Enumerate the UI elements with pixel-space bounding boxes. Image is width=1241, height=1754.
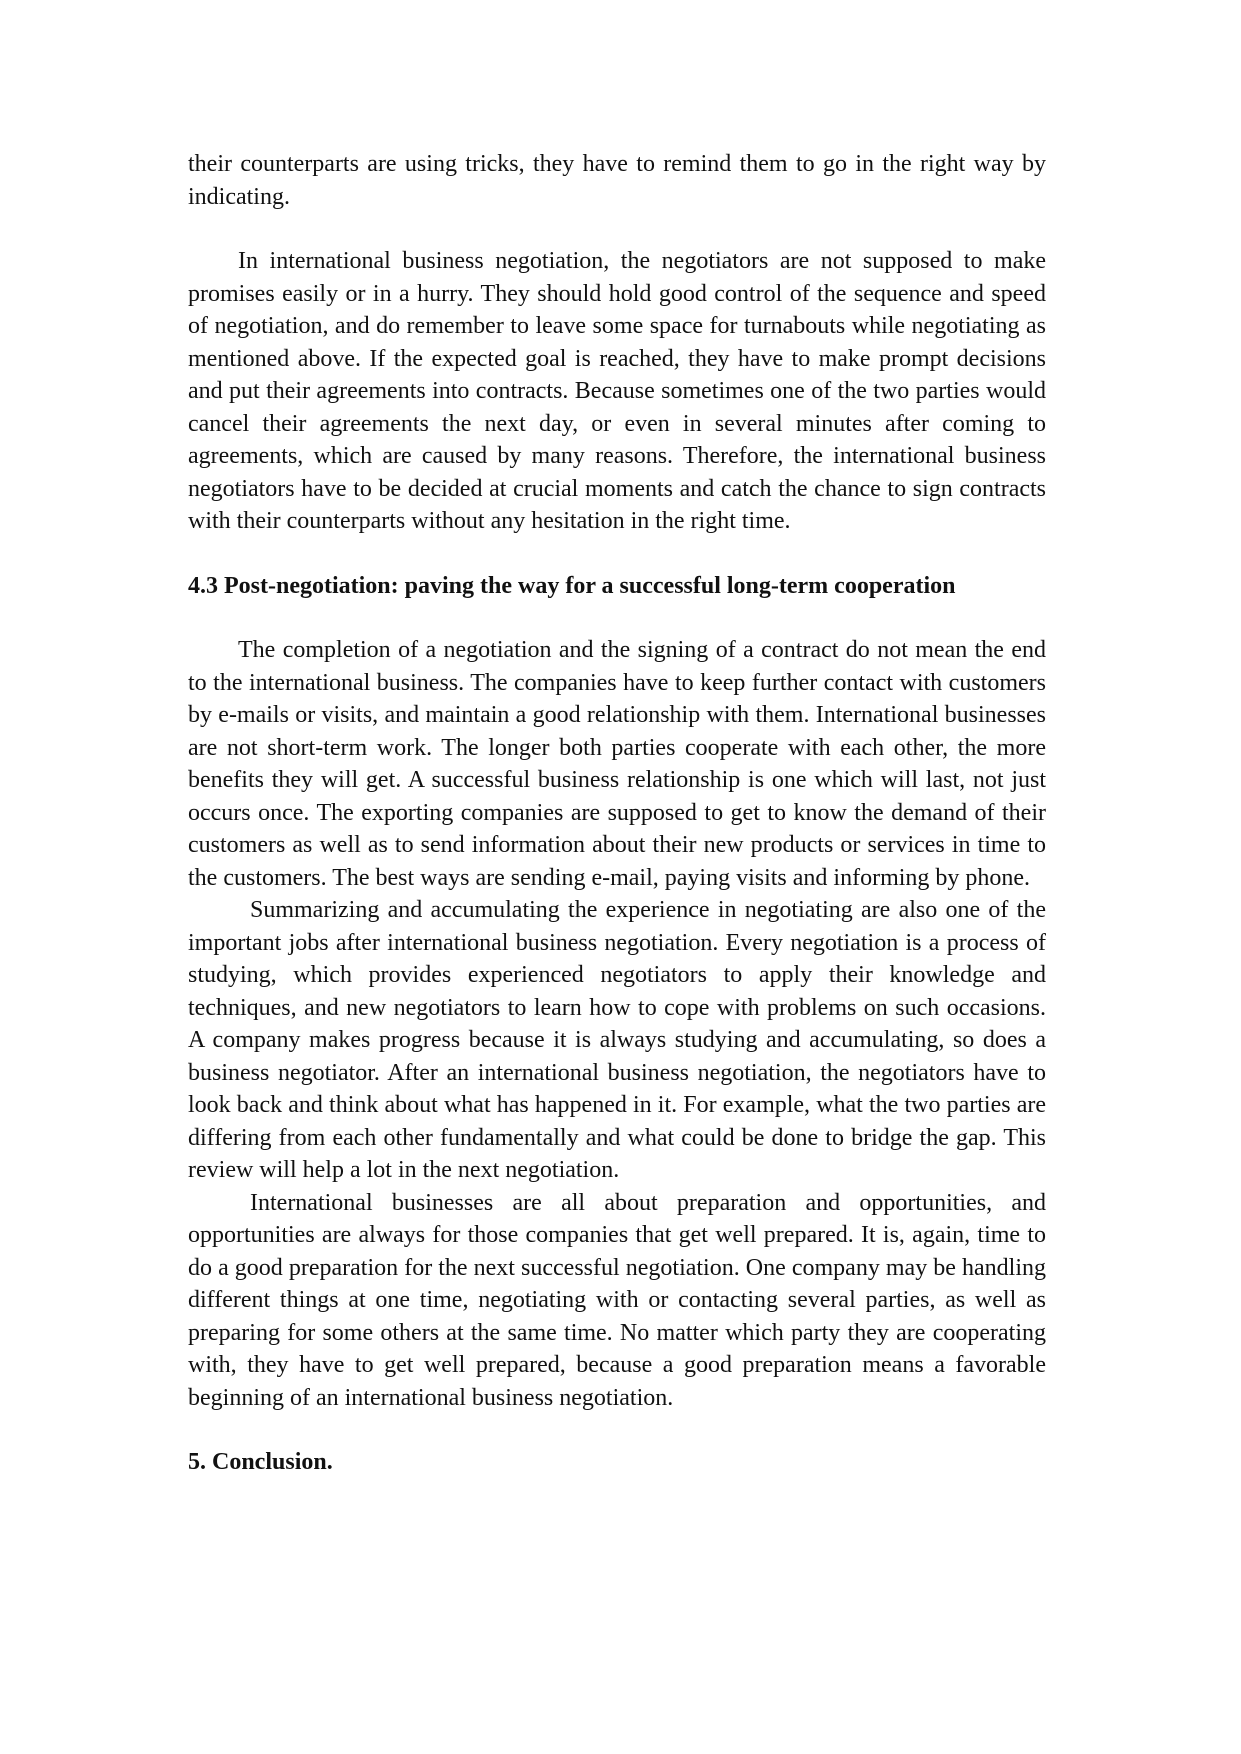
paragraph-preparation: International businesses are all about preparation and opportunities, and opportunities are always for those companies that get well prepared. It is, again, time to do a good preparation for the next successful negotiation. One company may be handling different things at one time, negotiating with or contacting several parties, as well as preparing for some others at the same time. No matter which party they are cooperating with, they have to get well prepared, because a good preparation means a favorable beginning of an international business negotiation. (188, 1189, 1046, 1411)
section-heading-5: 5. Conclusion. (188, 1449, 333, 1475)
paragraph-promises: In international business negotiation, the negotiators are not supposed to make promises easily or in a hurry. They should hold good control of the sequence and speed of negotiation, and do remember to leave some space for turnabouts while negotiating as mentioned above. If the expected goal is reached, they have to make prompt decisions and put their agreements into contracts. Because sometimes one of the two parties would cancel their agreements the next day, or even in several minutes after coming to agreements, which are caused by many reasons. Therefore, the international business negotiators have to be decided at crucial moments and catch the chance to sign contracts with their counterparts without any hesitation in the right time. (188, 248, 1046, 534)
section-heading-4-3: 4.3 Post-negotiation: paving the way for a successful long-term cooperation (188, 572, 956, 599)
paragraph-summarizing: Summarizing and accumulating the experience in negotiating are also one of the important jobs after international business negotiation. Every negotiation is a process of studying, which provides experienced negotiators to apply their knowledge and techniques, and new negotiators to learn how to cope with problems on such occasions. A company makes progress because it is always studying and accumulating, so does a business negotiator. After an international business negotiation, the negotiators have to look back and think about what has happened in it. For example, what the two parties are differing from each other fundamentally and what could be done to bridge the gap. This review will help a lot in the next negotiation. (188, 897, 1046, 1183)
paragraph-completion: The completion of a negotiation and the signing of a contract do not mean the end to the international business. The companies have to keep further contact with customers by e-mails or visits, and maintain a good relationship with them. International businesses are not short-term work. The longer both parties cooperate with each other, the more benefits they will get. A successful business relationship is one which will last, not just occurs once. The exporting companies are supposed to get to know the demand of their customers as well as to send information about their new products or services in time to the customers. The best ways are sending e-mail, paying visits and informing by phone. (188, 637, 1046, 891)
document-page (188, 148, 1046, 1479)
paragraph-continued: their counterparts are using tricks, they have to remind them to go in the right way by indicating. (188, 151, 1046, 210)
